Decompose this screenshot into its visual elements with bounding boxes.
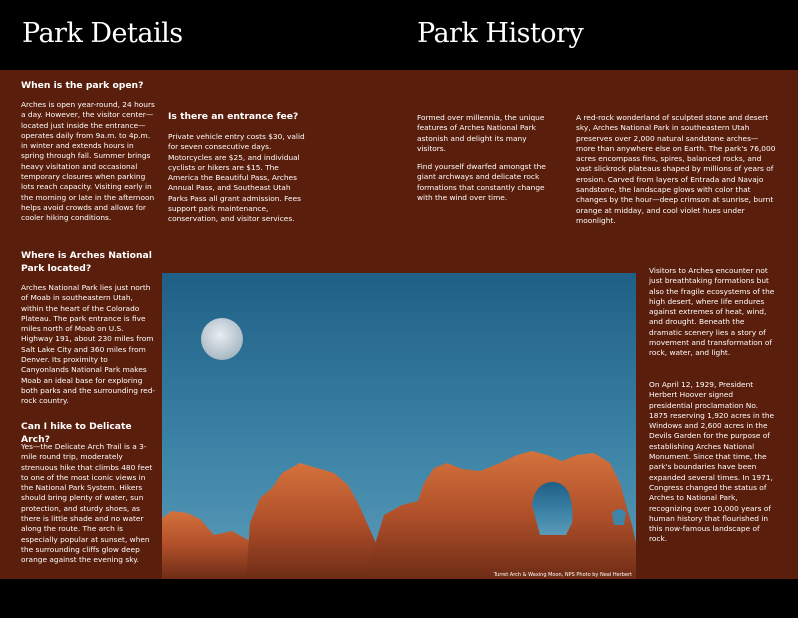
history-intro-2: Find yourself dwarfed amongst the giant archways and delicate rock formations that constantly change with the wind over time. bbox=[417, 162, 546, 202]
footer-band bbox=[0, 579, 798, 618]
arch-landscape-illustration bbox=[162, 273, 636, 579]
fee-question: Is there an entrance fee? bbox=[168, 111, 299, 122]
history-visitors: Visitors to Arches encounter not just breathtaking formations but also the fragile ecosystems of the high desert, where life endures against extremes of heat, wind, and drought. Beneath the dramatic scenery lies a story of movement and transformation of rock, water, and light. bbox=[649, 266, 775, 358]
arch-window bbox=[532, 482, 573, 535]
photo-credit: Turret Arch & Waxing Moon, NPS Photo by Neal Herbert bbox=[493, 572, 632, 578]
open-answer: Arches is open year-round, 24 hours a day. However, the visitor center—located just inside the entrance—operates daily from 9a.m. to 4p.m. in winter and extends hours in spring through fall. Summer brings heavy visitation and occasional temporary closures when parking lots reach capacity. Visiting early in the morning or late in the afternoon helps avoid crowds and allows for cooler hiking conditions. bbox=[21, 100, 155, 223]
moon bbox=[201, 318, 243, 360]
turret-arch-photo bbox=[162, 273, 636, 579]
location-answer: Arches National Park lies just north of Moab in southeastern Utah, within the heart of the Colorado Plateau. The park entrance is five miles north of Moab on U.S. Highway 191, about 230 miles from Salt Lake City and 360 miles from Denver. Its proximity to Canyonlands National Park makes Moab an ideal base for exploring both parks and the surrounding red-rock country. bbox=[21, 283, 156, 406]
open-question: When is the park open? bbox=[21, 80, 144, 91]
park-history-title: Park History bbox=[417, 18, 584, 49]
history-hoover: On April 12, 1929, President Herbert Hoover signed presidential proclamation No. 1875 reserving 1,920 acres in the Windows and 2,600 acres in the Devils Garden for the purpose of establishing Arches National Monument. Since that time, the park's boundaries have been expanded several times. In 1971, Congress changed the status of Arches to National Park, recognizing over 10,000 years of human history that flourished in this now-famous landscape of rock. bbox=[649, 380, 775, 544]
location-question: Where is Arches National Park located? bbox=[21, 250, 152, 274]
hike-question: Can I hike to Delicate Arch? bbox=[21, 421, 132, 445]
park-details-title: Park Details bbox=[22, 18, 183, 49]
history-wonderland: A red-rock wonderland of sculpted stone and desert sky, Arches National Park in southeastern Utah preserves over 2,000 natural sandstone arches—more than anywhere else on Earth. The park's 76,000 acres encompass fins, spires, balanced rocks, and vast slickrock plateaus shaped by millions of years of erosion. Carved from layers of Entrada and Navajo sandstone, the landscape glows with color that changes by the hour—deep crimson at sunrise, burnt orange at midday, and cool violet hues under moonlight. bbox=[576, 113, 776, 225]
history-intro-1: Formed over millennia, the unique features of Arches National Park astonish and delight its many visitors. bbox=[417, 113, 545, 153]
hike-answer: Yes—the Delicate Arch Trail is a 3-mile round trip, moderately strenuous hike that climbs 480 feet to one of the most iconic views in the National Park System. Hikers should bring plenty of water, sun protection, and sturdy shoes, as there is little shade and no water along the route. The arch is especially popular at sunset, when the surrounding cliffs glow deep orange against the evening sky. bbox=[21, 442, 153, 565]
fee-answer: Private vehicle entry costs $30, valid for seven consecutive days. Motorcycles are $25, and individual cyclists or hikers are $15. The America the Beautiful Pass, Arches Annual Pass, and Southeast Utah Parks Pass all grant admission. Fees support park maintenance, conservation, and visitor services. bbox=[168, 132, 305, 224]
